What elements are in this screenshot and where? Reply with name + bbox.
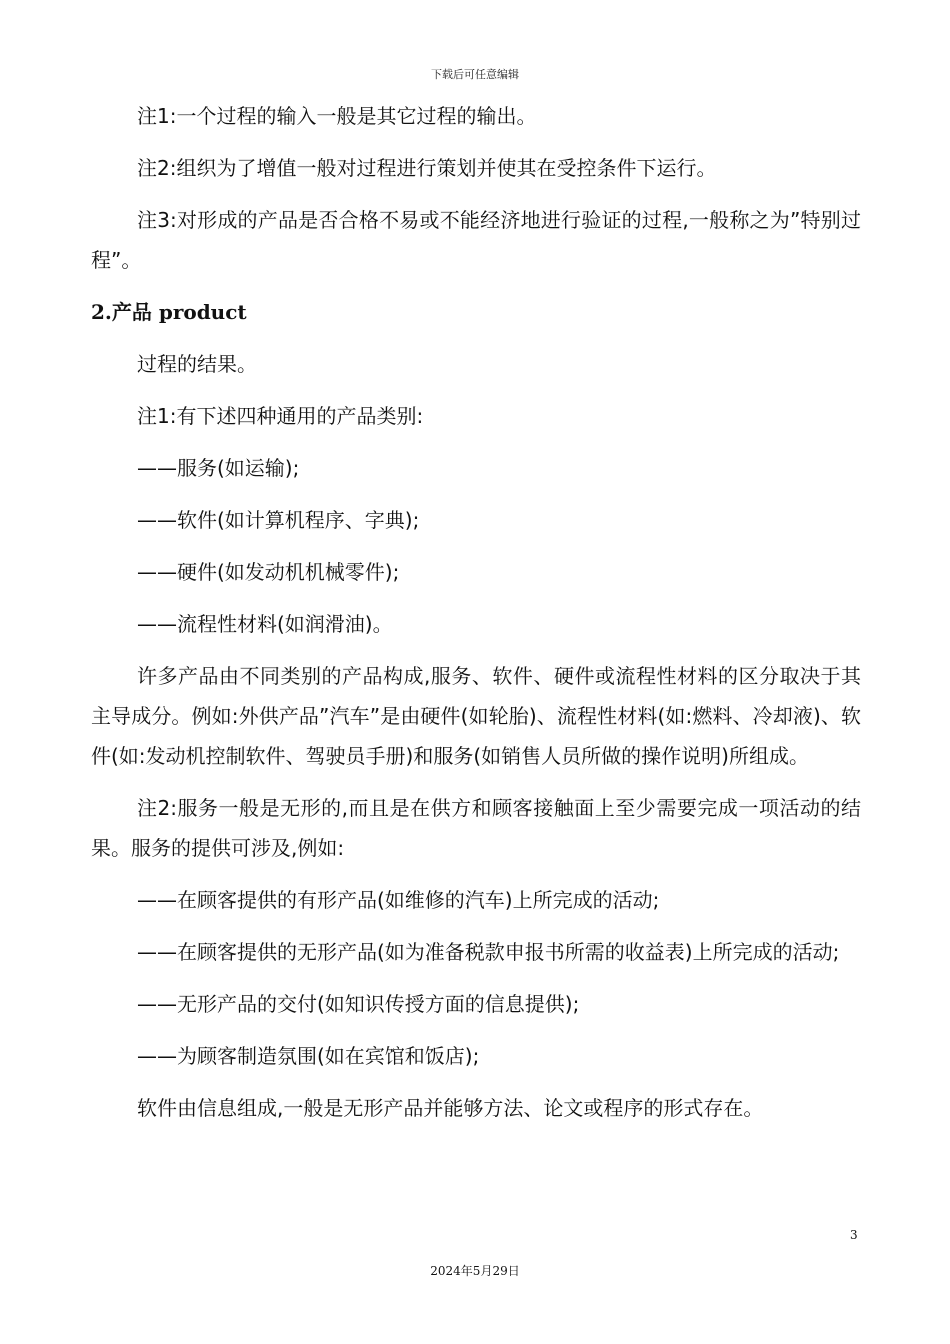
footer-date: 2024年5月29日	[430, 1264, 520, 1278]
list-item: ——软件(如计算机程序、字典);	[137, 508, 420, 532]
list-item: ——为顾客制造氛围(如在宾馆和饭店);	[137, 1044, 480, 1068]
document-body	[91, 96, 861, 1140]
list-item: ——硬件(如发动机机械零件);	[137, 560, 400, 584]
section-heading: 2.产品 product	[91, 300, 247, 324]
list-item: ——无形产品的交付(如知识传授方面的信息提供);	[137, 992, 580, 1016]
note-2-paragraph: 注2:组织为了增值一般对过程进行策划并使其在受控条件下运行。	[137, 156, 717, 180]
product-note-1: 注1:有下述四种通用的产品类别:	[137, 404, 424, 428]
note-1-paragraph: 注1:一个过程的输入一般是其它过程的输出。	[137, 104, 537, 128]
list-item: ——在顾客提供的无形产品(如为准备税款申报书所需的收益表)上所完成的活动;	[137, 940, 840, 964]
definition-paragraph: 过程的结果。	[137, 352, 257, 376]
page-header: 下载后可任意编辑	[431, 68, 519, 81]
product-note-2: 注2:服务一般是无形的,而且是在供方和顾客接触面上至少需要完成一项活动的结果。服务的提供可涉及,例如:	[91, 796, 861, 860]
note-3-paragraph: 注3:对形成的产品是否合格不易或不能经济地进行验证的过程,一般称之为”特别过程”。	[91, 208, 861, 272]
list-item: ——服务(如运输);	[137, 456, 300, 480]
list-item: ——在顾客提供的有形产品(如维修的汽车)上所完成的活动;	[137, 888, 660, 912]
list-item: ——流程性材料(如润滑油)。	[137, 612, 393, 636]
body-paragraph: 软件由信息组成,一般是无形产品并能够方法、论文或程序的形式存在。	[137, 1096, 764, 1120]
body-paragraph: 许多产品由不同类别的产品构成,服务、软件、硬件或流程性材料的区分取决于其主导成分。例如:外供产品”汽车”是由硬件(如轮胎)、流程性材料(如:燃料、冷却液)、软件(如:发动机控制软件、驾驶员手册)和服务(如销售人员所做的操作说明)所组成。	[91, 664, 861, 768]
page-number: 3	[850, 1228, 858, 1242]
